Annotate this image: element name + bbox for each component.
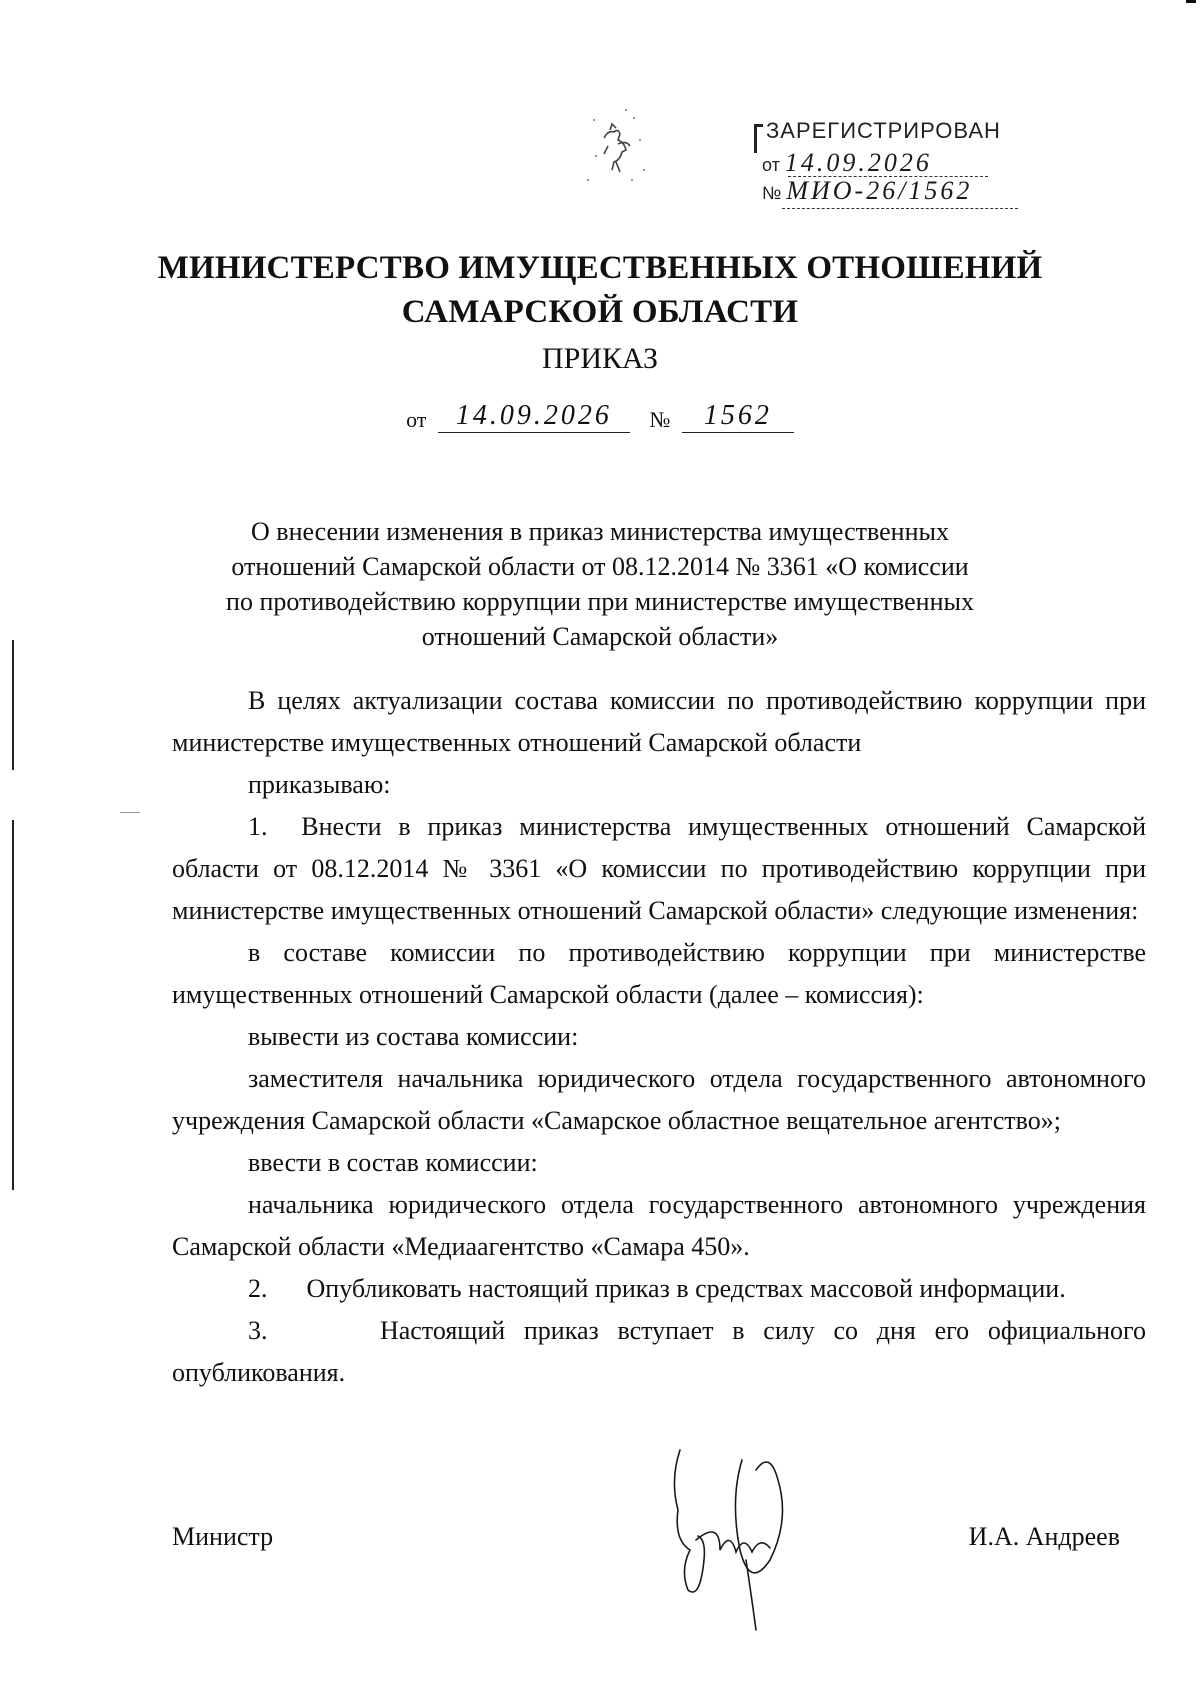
order-date-number xyxy=(0,400,1200,433)
item-2-paragraph xyxy=(172,1268,1146,1310)
ministry-heading xyxy=(0,246,1200,334)
order-body xyxy=(172,680,1146,1394)
stamp-date-row xyxy=(762,148,932,178)
add-text: начальника юридического отдела государственного автономного учреждения Самарской области «Медиаагентство «Самара 450». xyxy=(172,1190,1146,1261)
item-3-paragraph xyxy=(172,1310,1146,1394)
order-date-label: от xyxy=(406,407,427,432)
item-1-paragraph xyxy=(172,806,1146,932)
item-1-text: Внести в приказ министерства имущественных отношений Самарской области от 08.12.2014 № 3361 «О комиссии по противодействию коррупции при министерстве имущественных отношений Самарской области» следующие изменения: xyxy=(172,812,1146,925)
item-2-number: 2. xyxy=(248,1274,268,1303)
scan-artifact xyxy=(120,812,140,813)
order-subject xyxy=(0,514,1200,654)
registration-stamp xyxy=(750,118,1022,220)
stamp-underline xyxy=(782,208,1018,209)
subject-line: отношений Самарской области» xyxy=(421,622,779,651)
item-1-number: 1. xyxy=(248,812,268,841)
signatory-position: Министр xyxy=(172,1522,274,1551)
ministry-heading-line: САМАРСКОЙ ОБЛАСТИ xyxy=(401,294,799,330)
subject-line: отношений Самарской области от 08.12.2014 № 3361 «О комиссии xyxy=(231,552,969,581)
order-directive: приказываю: xyxy=(248,770,391,799)
remove-heading: вывести из состава комиссии: xyxy=(248,1022,579,1051)
item-1-composition: в составе комиссии по противодействию коррупции при министерстве имущественных отношений Самарской области (далее – комиссия): xyxy=(172,938,1146,1009)
item-3-number: 3. xyxy=(248,1316,268,1345)
handwritten-signature-icon xyxy=(660,1440,820,1640)
stamp-date-prefix: от xyxy=(762,155,780,175)
preamble-paragraph: В целях актуализации состава комиссии по противодействию коррупции при министерстве имущественных отношений Самарской области xyxy=(172,686,1146,757)
stamp-title: ЗАРЕГИСТРИРОВАН xyxy=(766,118,1001,143)
order-number-value: 1562 xyxy=(682,400,794,433)
stamp-number-row xyxy=(762,176,972,206)
add-heading: ввести в состав комиссии: xyxy=(248,1148,538,1177)
item-3-text: Настоящий приказ вступает в силу со дня его официального опубликования. xyxy=(172,1316,1147,1387)
remove-text: заместителя начальника юридического отдела государственного автономного учреждения Самарской области «Самарское областное вещательное агентство»; xyxy=(172,1064,1146,1135)
order-number-label: № xyxy=(649,407,671,432)
scan-corner-mark xyxy=(1186,0,1196,3)
order-date-value: 14.09.2026 xyxy=(438,400,630,433)
stamp-number-prefix: № xyxy=(762,183,782,203)
scan-edge-line xyxy=(12,640,14,770)
subject-line: О внесении изменения в приказ министерства имущественных xyxy=(251,517,949,546)
ministry-heading-line: МИНИСТЕРСТВО ИМУЩЕСТВЕННЫХ ОТНОШЕНИЙ xyxy=(157,250,1043,286)
document-type: ПРИКАЗ xyxy=(542,342,658,375)
subject-line: по противодействию коррупции при министерстве имущественных xyxy=(226,587,974,616)
stamp-date-value: 14.09.2026 xyxy=(784,148,932,177)
signatory-name: И.А. Андреев xyxy=(968,1522,1120,1551)
scan-edge-line xyxy=(12,820,14,1190)
stamp-number-value: МИО-26/1562 xyxy=(786,176,973,205)
item-2-text: Опубликовать настоящий приказ в средствах массовой информации. xyxy=(306,1274,1066,1303)
samara-region-coat-of-arms-icon xyxy=(574,100,670,196)
